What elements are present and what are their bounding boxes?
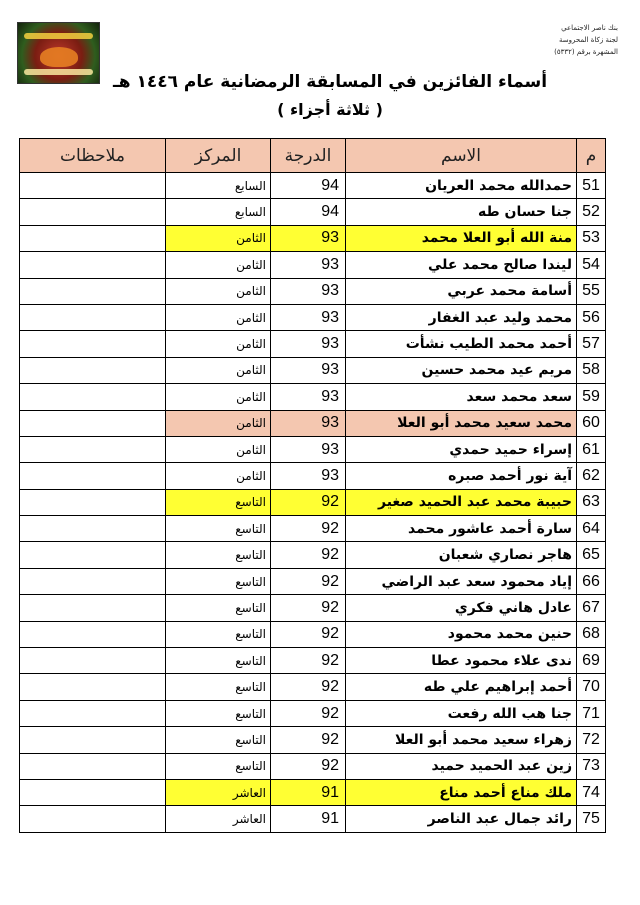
page-title: أسماء الفائزين في المسابقة الرمضانية عام ١٤٤٦ هـ	[112, 72, 548, 92]
cell-rank: التاسع	[166, 516, 271, 542]
table-row	[20, 489, 606, 515]
cell-rank: الثامن	[166, 463, 271, 489]
column-header-grade: الدرجة	[271, 139, 346, 173]
cell-rank: التاسع	[166, 568, 271, 594]
cell-num: 63	[577, 489, 606, 515]
cell-rank: التاسع	[166, 753, 271, 779]
cell-notes	[20, 463, 166, 489]
cell-grade: 93	[271, 410, 346, 436]
column-header-notes: ملاحظات	[20, 139, 166, 173]
cell-rank: الثامن	[166, 252, 271, 278]
table-row	[20, 621, 606, 647]
cell-num: 67	[577, 595, 606, 621]
cell-rank: التاسع	[166, 700, 271, 726]
cell-num: 70	[577, 674, 606, 700]
table-row	[20, 727, 606, 753]
table-body	[20, 173, 606, 833]
cell-grade: 94	[271, 199, 346, 225]
org-line: لجنة زكاة المحروسة	[559, 36, 618, 44]
cell-notes	[20, 542, 166, 568]
cell-name: رائد جمال عبد الناصر	[346, 806, 577, 832]
table-row	[20, 568, 606, 594]
cell-name: هاجر نصاري شعبان	[346, 542, 577, 568]
cell-num: 73	[577, 753, 606, 779]
cell-name: محمد سعيد محمد أبو العلا	[346, 410, 577, 436]
cell-num: 65	[577, 542, 606, 568]
cell-rank: العاشر	[166, 806, 271, 832]
page-subtitle: ( ثلاثة أجزاء )	[277, 100, 383, 119]
cell-num: 60	[577, 410, 606, 436]
cell-name: إسراء حميد حمدي	[346, 436, 577, 462]
cell-grade: 93	[271, 463, 346, 489]
cell-notes	[20, 278, 166, 304]
cell-rank: السابع	[166, 173, 271, 199]
cell-rank: التاسع	[166, 648, 271, 674]
cell-rank: التاسع	[166, 595, 271, 621]
table-row	[20, 806, 606, 832]
cell-notes	[20, 489, 166, 515]
cell-num: 59	[577, 384, 606, 410]
cell-notes	[20, 727, 166, 753]
table-row	[20, 779, 606, 805]
cell-num: 56	[577, 304, 606, 330]
cell-name: جنا هب الله رفعت	[346, 700, 577, 726]
cell-num: 68	[577, 621, 606, 647]
cell-grade: 92	[271, 621, 346, 647]
cell-notes	[20, 410, 166, 436]
cell-notes	[20, 304, 166, 330]
cell-notes	[20, 357, 166, 383]
cell-num: 53	[577, 225, 606, 251]
cell-rank: الثامن	[166, 384, 271, 410]
cell-name: أسامة محمد عربي	[346, 278, 577, 304]
cell-notes	[20, 779, 166, 805]
cell-grade: 92	[271, 595, 346, 621]
cell-notes	[20, 621, 166, 647]
cell-num: 66	[577, 568, 606, 594]
cell-name: ملك مناع أحمد مناع	[346, 779, 577, 805]
cell-num: 61	[577, 436, 606, 462]
cell-num: 62	[577, 463, 606, 489]
column-header-rank: المركز	[166, 139, 271, 173]
cell-rank: التاسع	[166, 727, 271, 753]
cell-notes	[20, 674, 166, 700]
cell-notes	[20, 516, 166, 542]
cell-name: حمدالله محمد العريان	[346, 173, 577, 199]
cell-rank: الثامن	[166, 357, 271, 383]
table-row	[20, 436, 606, 462]
cell-name: حنين محمد محمود	[346, 621, 577, 647]
table-row	[20, 252, 606, 278]
cell-grade: 93	[271, 331, 346, 357]
column-header-name: الاسم	[346, 139, 577, 173]
cell-notes	[20, 595, 166, 621]
cell-name: أحمد إبراهيم علي طه	[346, 674, 577, 700]
cell-grade: 92	[271, 516, 346, 542]
cell-name: أحمد محمد الطيب نشأت	[346, 331, 577, 357]
cell-name: مريم عيد محمد حسين	[346, 357, 577, 383]
table-row	[20, 753, 606, 779]
table-row	[20, 173, 606, 199]
cell-name: محمد وليد عبد الغفار	[346, 304, 577, 330]
cell-rank: التاسع	[166, 489, 271, 515]
cell-rank: التاسع	[166, 542, 271, 568]
cell-grade: 93	[271, 304, 346, 330]
cell-grade: 93	[271, 278, 346, 304]
cell-grade: 93	[271, 357, 346, 383]
cell-grade: 92	[271, 700, 346, 726]
cell-name: زين عبد الحميد حميد	[346, 753, 577, 779]
cell-grade: 91	[271, 806, 346, 832]
cell-rank: العاشر	[166, 779, 271, 805]
cell-rank: السابع	[166, 199, 271, 225]
cell-name: منة الله أبو العلا محمد	[346, 225, 577, 251]
table-row	[20, 384, 606, 410]
cell-rank: الثامن	[166, 304, 271, 330]
cell-name: زهراء سعيد محمد أبو العلا	[346, 727, 577, 753]
cell-num: 58	[577, 357, 606, 383]
table-row	[20, 648, 606, 674]
table-row	[20, 463, 606, 489]
cell-grade: 93	[271, 436, 346, 462]
cell-num: 64	[577, 516, 606, 542]
table-row	[20, 331, 606, 357]
table-row	[20, 595, 606, 621]
cell-notes	[20, 225, 166, 251]
table-header-row	[20, 139, 606, 173]
column-header-num: م	[577, 139, 606, 173]
cell-grade: 93	[271, 384, 346, 410]
table-row	[20, 542, 606, 568]
cell-num: 57	[577, 331, 606, 357]
cell-name: جنا حسان طه	[346, 199, 577, 225]
cell-rank: الثامن	[166, 278, 271, 304]
cell-num: 72	[577, 727, 606, 753]
cell-name: حبيبة محمد عبد الحميد صغير	[346, 489, 577, 515]
cell-num: 74	[577, 779, 606, 805]
cell-rank: التاسع	[166, 621, 271, 647]
table-row	[20, 225, 606, 251]
cell-grade: 92	[271, 727, 346, 753]
cell-name: آية نور أحمد صبره	[346, 463, 577, 489]
table-row	[20, 304, 606, 330]
table-row	[20, 410, 606, 436]
cell-notes	[20, 331, 166, 357]
cell-notes	[20, 199, 166, 225]
cell-notes	[20, 568, 166, 594]
cell-num: 69	[577, 648, 606, 674]
cell-rank: الثامن	[166, 410, 271, 436]
cell-name: ندى علاء محمود عطا	[346, 648, 577, 674]
cell-grade: 94	[271, 173, 346, 199]
cell-rank: التاسع	[166, 674, 271, 700]
cell-notes	[20, 252, 166, 278]
competition-logo	[17, 22, 100, 84]
cell-num: 71	[577, 700, 606, 726]
cell-grade: 92	[271, 489, 346, 515]
cell-grade: 91	[271, 779, 346, 805]
table-row	[20, 516, 606, 542]
cell-grade: 92	[271, 568, 346, 594]
cell-name: سعد محمد سعد	[346, 384, 577, 410]
cell-name: إياد محمود سعد عبد الراضي	[346, 568, 577, 594]
cell-grade: 93	[271, 252, 346, 278]
table-row	[20, 700, 606, 726]
cell-notes	[20, 436, 166, 462]
cell-num: 52	[577, 199, 606, 225]
org-line: بنك ناصر الاجتماعي	[561, 24, 618, 32]
cell-notes	[20, 173, 166, 199]
table-row	[20, 357, 606, 383]
cell-notes	[20, 384, 166, 410]
cell-num: 75	[577, 806, 606, 832]
cell-name: عادل هاني فكري	[346, 595, 577, 621]
organization-header	[498, 22, 618, 58]
table-row	[20, 278, 606, 304]
cell-rank: الثامن	[166, 436, 271, 462]
cell-name: سارة أحمد عاشور محمد	[346, 516, 577, 542]
cell-grade: 92	[271, 648, 346, 674]
cell-rank: الثامن	[166, 331, 271, 357]
cell-num: 54	[577, 252, 606, 278]
cell-grade: 92	[271, 753, 346, 779]
cell-notes	[20, 753, 166, 779]
org-line: المشهرة برقم (٥٣٣٢)	[554, 48, 618, 56]
cell-notes	[20, 700, 166, 726]
cell-grade: 93	[271, 225, 346, 251]
cell-grade: 92	[271, 674, 346, 700]
table-row	[20, 199, 606, 225]
cell-name: ليندا صالح محمد علي	[346, 252, 577, 278]
cell-grade: 92	[271, 542, 346, 568]
cell-num: 51	[577, 173, 606, 199]
winners-table	[19, 138, 606, 833]
cell-rank: الثامن	[166, 225, 271, 251]
cell-num: 55	[577, 278, 606, 304]
table-row	[20, 674, 606, 700]
cell-notes	[20, 806, 166, 832]
cell-notes	[20, 648, 166, 674]
